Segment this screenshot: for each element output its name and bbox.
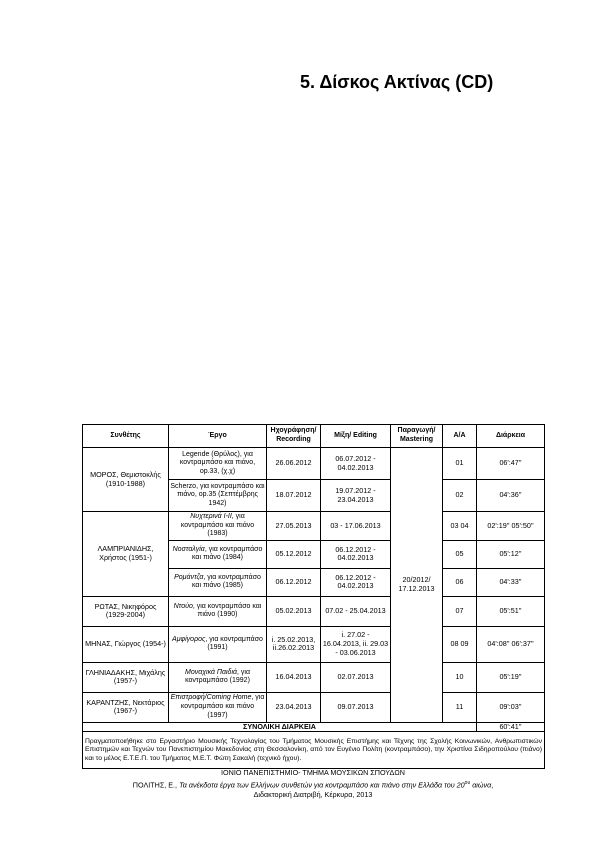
footer-citation: ΠΟΛΙΤΗΣ, Ε., Τα ανέκδοτα έργα των Ελλήνων συνθετών για κοντραμπάσο και πιάνο στην Ελλάδα του $20^{o\upsilon}$ αιώνα,: [132, 780, 494, 790]
page-title: 5. Δίσκος Ακτίνας (CD): [300, 72, 494, 92]
composer-cell: ΜΟΡΟΣ, Θεμιστοκλής (1910-1988): [83, 448, 169, 512]
mixing-cell: 06.12.2012 - 04.02.2013: [321, 540, 391, 568]
work-cell: Μοναχικά Παιδιά, για κοντραμπάσο (1992): [169, 662, 267, 692]
duration-cell: 05':19'': [477, 662, 545, 692]
header-mastering: Παραγωγή/ Mastering: [391, 425, 443, 448]
track-cell: 10: [443, 662, 477, 692]
recording-cell: 16.04.2013: [267, 662, 321, 692]
recording-cell: 23.04.2013: [267, 692, 321, 722]
mixing-cell: 02.07.2013: [321, 662, 391, 692]
table-row: [83, 512, 545, 541]
mixing-cell: 03 - 17.06.2013: [321, 512, 391, 541]
track-cell: 01: [443, 448, 477, 480]
work-cell: Νοσταλγία, για κοντραμπάσο και πιάνο (1984): [169, 540, 267, 568]
note-row: [83, 732, 545, 769]
duration-cell: 04':08'' 06':37'': [477, 626, 545, 662]
recording-cell: 06.12.2012: [267, 568, 321, 596]
mixing-cell: 06.07.2012 - 04.02.2013: [321, 448, 391, 480]
duration-cell: 05':51'': [477, 596, 545, 626]
work-cell: Scherzo, για κοντραμπάσο και πιάνο, op.35 (Σεπτέμβρης 1942): [169, 480, 267, 512]
duration-cell: 04':36'': [477, 480, 545, 512]
track-cell: 11: [443, 692, 477, 722]
composer-cell: ΜΗΝΑΣ, Γιώργος (1954-): [83, 626, 169, 662]
recording-cell: 05.02.2013: [267, 596, 321, 626]
header-composer: Συνθέτης: [83, 425, 169, 448]
recording-cell: 27.05.2013: [267, 512, 321, 541]
footer-thesis: Διδακτορική Διατριβή, Κέρκυρα, 2013: [253, 790, 373, 800]
recording-cell: 05.12.2012: [267, 540, 321, 568]
work-cell: Ρομάντζα, για κοντραμπάσο και πιάνο (1985): [169, 568, 267, 596]
track-cell: 08 09: [443, 626, 477, 662]
mixing-cell: i. 27.02 - 16.04.2013, ii. 29.03 - 03.06.2013: [321, 626, 391, 662]
duration-cell: 09':03'': [477, 692, 545, 722]
composer-cell: ΓΛΗΝΙΑΔΑΚΗΣ, Μιχάλης (1957-): [83, 662, 169, 692]
page-footer: [82, 768, 544, 800]
work-cell: Legende (Θρύλος), για κοντραμπάσο και πιάνο, op.33, (χ.χ): [169, 448, 267, 480]
composer-cell: ΛΑΜΠΡΙΑΝΙΔΗΣ, Χρήστος (1951-): [83, 512, 169, 597]
track-cell: 06: [443, 568, 477, 596]
total-label: ΣΥΝΟΛΙΚΗ ΔΙΑΡΚΕΙΑ: [83, 722, 477, 732]
table-row: [83, 596, 545, 626]
recording-cell: 26.06.2012: [267, 448, 321, 480]
mixing-cell: 19.07.2012 - 23.04.2013: [321, 480, 391, 512]
recording-cell: 18.07.2012: [267, 480, 321, 512]
mastering-cell: 20/2012/ 17.12.2013: [391, 448, 443, 723]
recording-note: Πραγματοποιήθηκε στο Εργαστήριο Μουσικής Τεχνολογίας του Τμήματος Μουσικής Επιστήμης και Τέχνης της Σχολής Κοινωνικών, Ανθρωπιστικών Επιστημών και Τεχνών του Πανεπιστημίου Μακεδονίας στη Θεσσαλονίκη, από τον Ευγένιο Πολίτη (κοντραμπάσο), την Χριστίνα Σιδηροπούλου (πιάνο) και το μέλος Ε.Τ.Ε.Π. του Τμήματος Μ.Ε.Τ. Φώτη Σακαλή (τεχνικό ήχου).: [83, 732, 545, 769]
duration-cell: 02':19'' 05':50'': [477, 512, 545, 541]
track-cell: 03 04: [443, 512, 477, 541]
header-duration: Διάρκεια: [477, 425, 545, 448]
duration-cell: 05':12'': [477, 540, 545, 568]
mixing-cell: 06.12.2012 - 04.02.2013: [321, 568, 391, 596]
total-row: [83, 722, 545, 732]
total-value: 60':41'': [477, 722, 545, 732]
table-row: [83, 448, 545, 480]
track-cell: 02: [443, 480, 477, 512]
mixing-cell: 09.07.2013: [321, 692, 391, 722]
recording-cell: i. 25.02.2013, ii.26.02.2013: [267, 626, 321, 662]
header-work: Έργο: [169, 425, 267, 448]
header-mixing: Μίξη/ Editing: [321, 425, 391, 448]
table-header-row: [83, 425, 545, 448]
composer-cell: ΡΩΤΑΣ, Νικηφόρος (1929-2004): [83, 596, 169, 626]
track-cell: 07: [443, 596, 477, 626]
duration-cell: 06':47'': [477, 448, 545, 480]
header-recording: Ηχογράφηση/ Recording: [267, 425, 321, 448]
table-row: [83, 626, 545, 662]
work-cell: Νυχτερινά I-II, για κοντραμπάσο και πιάνο (1983): [169, 512, 267, 541]
table-row: [83, 662, 545, 692]
duration-cell: 04':33'': [477, 568, 545, 596]
work-cell: Αμφίγορος, για κοντραμπάσο (1991): [169, 626, 267, 662]
cd-track-table: [82, 424, 545, 769]
header-track: Α/Α: [443, 425, 477, 448]
composer-cell: ΚΑΡΑΝΤΖΗΣ, Νεκτάριος (1967-): [83, 692, 169, 722]
footer-institution: ΙΟΝΙΟ ΠΑΝΕΠΙΣΤΗΜΙΟ- ΤΜΗΜΑ ΜΟΥΣΙΚΩΝ ΣΠΟΥΔΩΝ: [221, 768, 405, 777]
track-cell: 05: [443, 540, 477, 568]
work-cell: Επιστροφή/Coming Home, για κοντραμπάσο και πιάνο (1997): [169, 692, 267, 722]
mixing-cell: 07.02 - 25.04.2013: [321, 596, 391, 626]
table-row: [83, 692, 545, 722]
work-cell: Ντούο, για κοντραμπάσο και πιάνο (1990): [169, 596, 267, 626]
